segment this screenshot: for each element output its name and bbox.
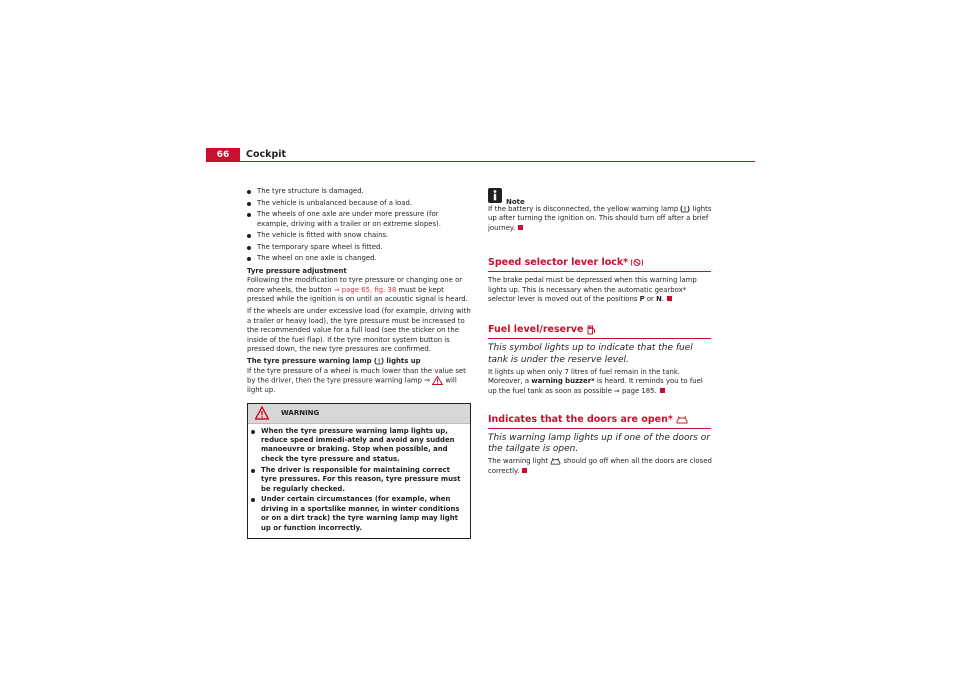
note-icon <box>488 188 502 203</box>
heading-text: Fuel level/reserve <box>488 324 584 336</box>
tyre-pressure-icon <box>680 205 690 213</box>
warning-item: When the tyre pressure warning lamp lights up, reduce speed immedi-ately and avoid any sudden manoeuvre or braking. Stop when possible, and check the tyre pressure and status. <box>251 427 467 465</box>
tyre-adjust-heading: Tyre pressure adjustment <box>247 266 347 275</box>
left-column <box>247 187 471 539</box>
text-span: must be kept pressed while the ignition is on until an acoustic signal is heard. <box>247 285 468 303</box>
header-rule <box>206 161 755 162</box>
fuel-heading <box>488 324 712 336</box>
speed-lock-text <box>488 276 712 304</box>
lamp-paragraph <box>247 367 471 396</box>
right-column <box>488 188 712 476</box>
end-square-icon <box>518 225 523 230</box>
end-square-icon <box>667 296 672 301</box>
speed-lock-heading <box>488 257 712 269</box>
tyre-load-paragraph: If the wheels are under excessive load (for example, driving with a trailer or heavy load), the tyre pressure must be increased to the recommended value for a full load (see the sticker on the inside of the fuel flap). If the tyre monitor system button is pressed down, the new tyre pressures are confirmed. <box>247 307 471 354</box>
selector-lever-icon <box>631 258 643 267</box>
end-square-icon <box>522 468 527 473</box>
doors-lead: This warning lamp lights up if one of the doors or the tailgate is open. <box>488 433 710 455</box>
warning-item: Under certain circumstances (for example, when driving in a sportslike manner, in winter conditions or on a dirt track) the tyre warning lamp may light up or function incorrectly. <box>251 495 467 533</box>
page-number: 66 <box>206 148 240 162</box>
text-span: It lights up when only 7 litres of fuel remain in the tank. Moreover, a <box>488 367 681 386</box>
doors-heading <box>488 414 712 426</box>
text-span: should go off when all the doors are closed correctly. <box>488 457 712 475</box>
text-span: is heard. It reminds you to fuel up the fuel tank as soon as possible ⇒ page 185. <box>488 377 703 395</box>
warning-item: The driver is responsible for maintaining correct tyre pressures. For this reason, tyre pressure must be regularly checked. <box>251 466 467 494</box>
doors-text <box>488 457 712 476</box>
text-bold: warning buzzer* <box>531 377 595 386</box>
warning-body <box>248 424 470 538</box>
note-title: Note <box>506 198 525 206</box>
warning-box <box>247 403 471 539</box>
text-span: lights up after turning the ignition on. This should turn off after a brief journey. <box>488 205 712 232</box>
text-span: or <box>644 295 657 304</box>
text-span: . <box>661 295 665 304</box>
warning-title: WARNING <box>281 408 320 417</box>
list-item: The vehicle is unbalanced because of a load. <box>247 199 471 208</box>
list-item: The vehicle is fitted with snow chains. <box>247 231 471 240</box>
fuel-lead: This symbol lights up to indicate that the fuel tank is under the reserve level. <box>488 343 693 365</box>
heading-text: Indicates that the doors are open* <box>488 414 673 426</box>
text-span: The tyre pressure warning lamp <box>247 357 374 366</box>
text-span: lights up <box>383 357 421 366</box>
page-link[interactable]: ⇒ page 65, fig. 38 <box>333 285 397 294</box>
text-span: Following the modification to tyre pressure or changing one or more wheels, the button <box>247 276 463 294</box>
section-title: Cockpit <box>246 149 287 160</box>
heading-text: Speed selector lever lock* <box>488 257 629 269</box>
gear-p: P <box>639 295 645 304</box>
note-text <box>488 205 712 233</box>
door-open-icon <box>676 416 688 424</box>
section-rule <box>488 428 711 429</box>
gear-n: N <box>656 295 662 304</box>
text-span: The brake pedal must be depressed when this warning lamp lights up. This is necessary when the automatic gearbox* selector lever is moved out of the positions <box>488 276 697 304</box>
text-span: If the battery is disconnected, the yellow warning lamp <box>488 205 681 213</box>
list-item: The tyre structure is damaged. <box>247 187 471 196</box>
door-open-icon <box>550 458 561 465</box>
tyre-adjust-paragraph <box>247 276 471 304</box>
end-square-icon <box>660 388 665 393</box>
tyre-pressure-icon <box>374 357 384 365</box>
text-span: If the tyre pressure of a wheel is much lower than the value set by the driver, then the tyre pressure warning lamp ⇒ <box>247 366 466 385</box>
warning-header <box>248 404 470 424</box>
note-header <box>488 188 712 205</box>
list-item: The temporary spare wheel is fitted. <box>247 243 471 252</box>
section-rule <box>488 271 711 272</box>
warning-triangle-icon[interactable] <box>432 376 443 385</box>
fuel-text <box>488 368 712 396</box>
list-item: The wheel on one axle is changed. <box>247 254 471 263</box>
text-span: will light up. <box>247 376 457 395</box>
warning-triangle-icon <box>255 406 269 420</box>
fuel-pump-icon <box>587 325 596 335</box>
list-item: The wheels of one axle are under more pressure (for example, driving with a trailer or on extreme slopes). <box>247 210 471 229</box>
section-rule <box>488 338 711 339</box>
text-span: The warning light <box>488 457 551 466</box>
lamp-heading <box>247 357 471 366</box>
